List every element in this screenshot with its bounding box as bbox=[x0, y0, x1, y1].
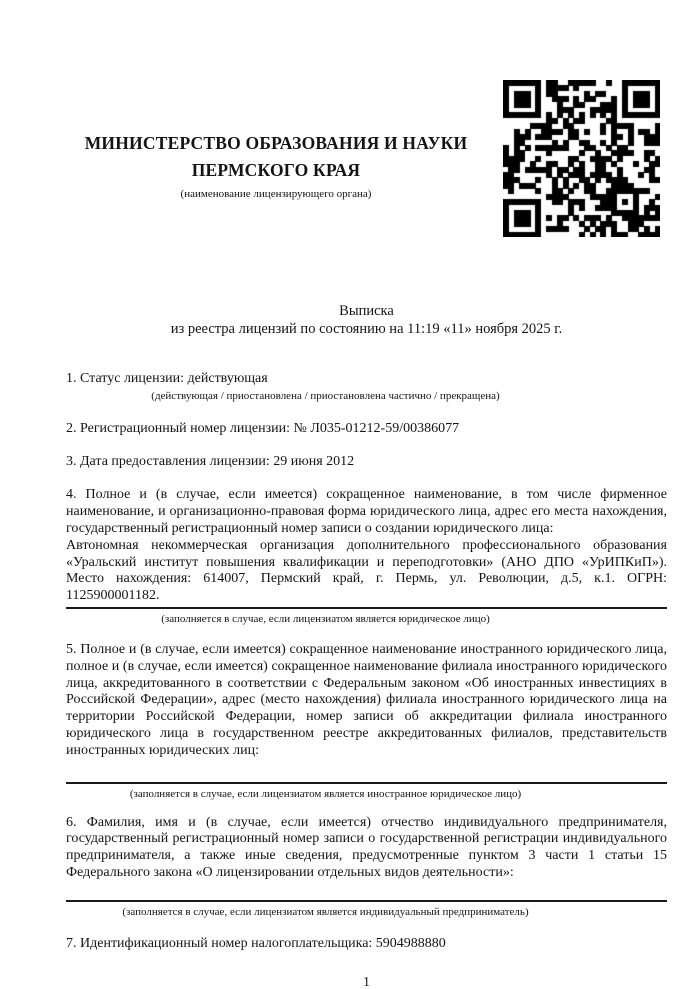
page-number: 1 bbox=[363, 973, 370, 989]
ministry-name-line2: ПЕРМСКОГО КРАЯ bbox=[191, 160, 361, 180]
authority-caption: (наименование лицензирующего органа) bbox=[180, 188, 372, 200]
item-5-caption: (заполняется в случае, если лицензиатом является иностранное юридическое лицо) bbox=[129, 787, 522, 800]
item-2-registration-number: 2. Регистрационный номер лицензии: № Л035-01212-59/00386077 bbox=[66, 420, 460, 436]
ministry-name-line1: МИНИСТЕРСТВО ОБРАЗОВАНИЯ И НАУКИ bbox=[84, 133, 468, 153]
item-6-caption: (заполняется в случае, если лицензиатом является индивидуальный предприниматель) bbox=[122, 905, 529, 918]
item-1-license-status: 1. Статус лицензии: действующая bbox=[66, 371, 268, 386]
document-title-line2: из реестра лицензий по состоянию на 11:19 «11» ноября 2025 г. bbox=[170, 320, 563, 337]
qr-code-image bbox=[503, 80, 660, 237]
item-3-grant-date: 3. Дата предоставления лицензии: 29 июня 2012 bbox=[66, 453, 355, 469]
item-4-caption: (заполняется в случае, если лицензиатом является юридическое лицо) bbox=[161, 612, 490, 625]
item-4-legal-entity-value: Автономная некоммерческая организация дополнительного профессионального образования «Уральский институт повышения квалификации и переподготовки» (АНО ДПО «УрИПКиП»). Место нахождения: 614007, Пермский край, г. Пермь, ул. Революции, д.5, к.1. ОГРН: 1125900001182. bbox=[66, 537, 667, 604]
item-1-caption: (действующая / приостановлена / приостановлена частично / прекращена) bbox=[151, 389, 500, 402]
document-title-line1: Выписка bbox=[339, 303, 394, 319]
item-5-foreign-entity-prompt: 5. Полное и (в случае, если имеется) сокращенное наименование иностранного юридического лица, полное и (в случае, если имеется) сокращенное наименование филиала иностранного юридического лица, аккредитованного в соответствии с Федеральным законом «Об иностранных инвестициях в Российской Федерации», адрес (место нахождения) филиала иностранного юридического лица на территории Российской Федерации, номер записи об аккредитации филиала иностранного юридического лица в государственном реестре аккредитованных филиалов, представительств иностранных юридических лиц: bbox=[66, 641, 667, 758]
licensing-authority-header bbox=[64, 130, 488, 201]
document-body bbox=[66, 303, 667, 989]
item-4-legal-entity-prompt: 4. Полное и (в случае, если имеется) сокращенное наименование, в том числе фирменное наименование, и организационно-правовая форма юридического лица, адрес его места нахождения, государственный регистрационный номер записи о создании юридического лица: bbox=[66, 487, 667, 536]
document-title bbox=[66, 303, 667, 338]
item-7-taxpayer-number: 7. Идентификационный номер налогоплательщика: 5904988880 bbox=[66, 935, 446, 951]
item-4-fill-line bbox=[66, 607, 667, 609]
item-6-fill-line bbox=[66, 900, 667, 902]
qr-code bbox=[503, 80, 660, 237]
item-5-fill-line bbox=[66, 782, 667, 784]
item-6-entrepreneur-prompt: 6. Фамилия, имя и (в случае, если имеется) отчество индивидуального предпринимателя, государственный регистрационный номер записи о государственной регистрации индивидуального предпринимателя, а также иные сведения, предусмотренные пунктом 3 части 1 статьи 15 Федерального закона «О лицензировании отдельных видов деятельности»: bbox=[66, 814, 667, 880]
